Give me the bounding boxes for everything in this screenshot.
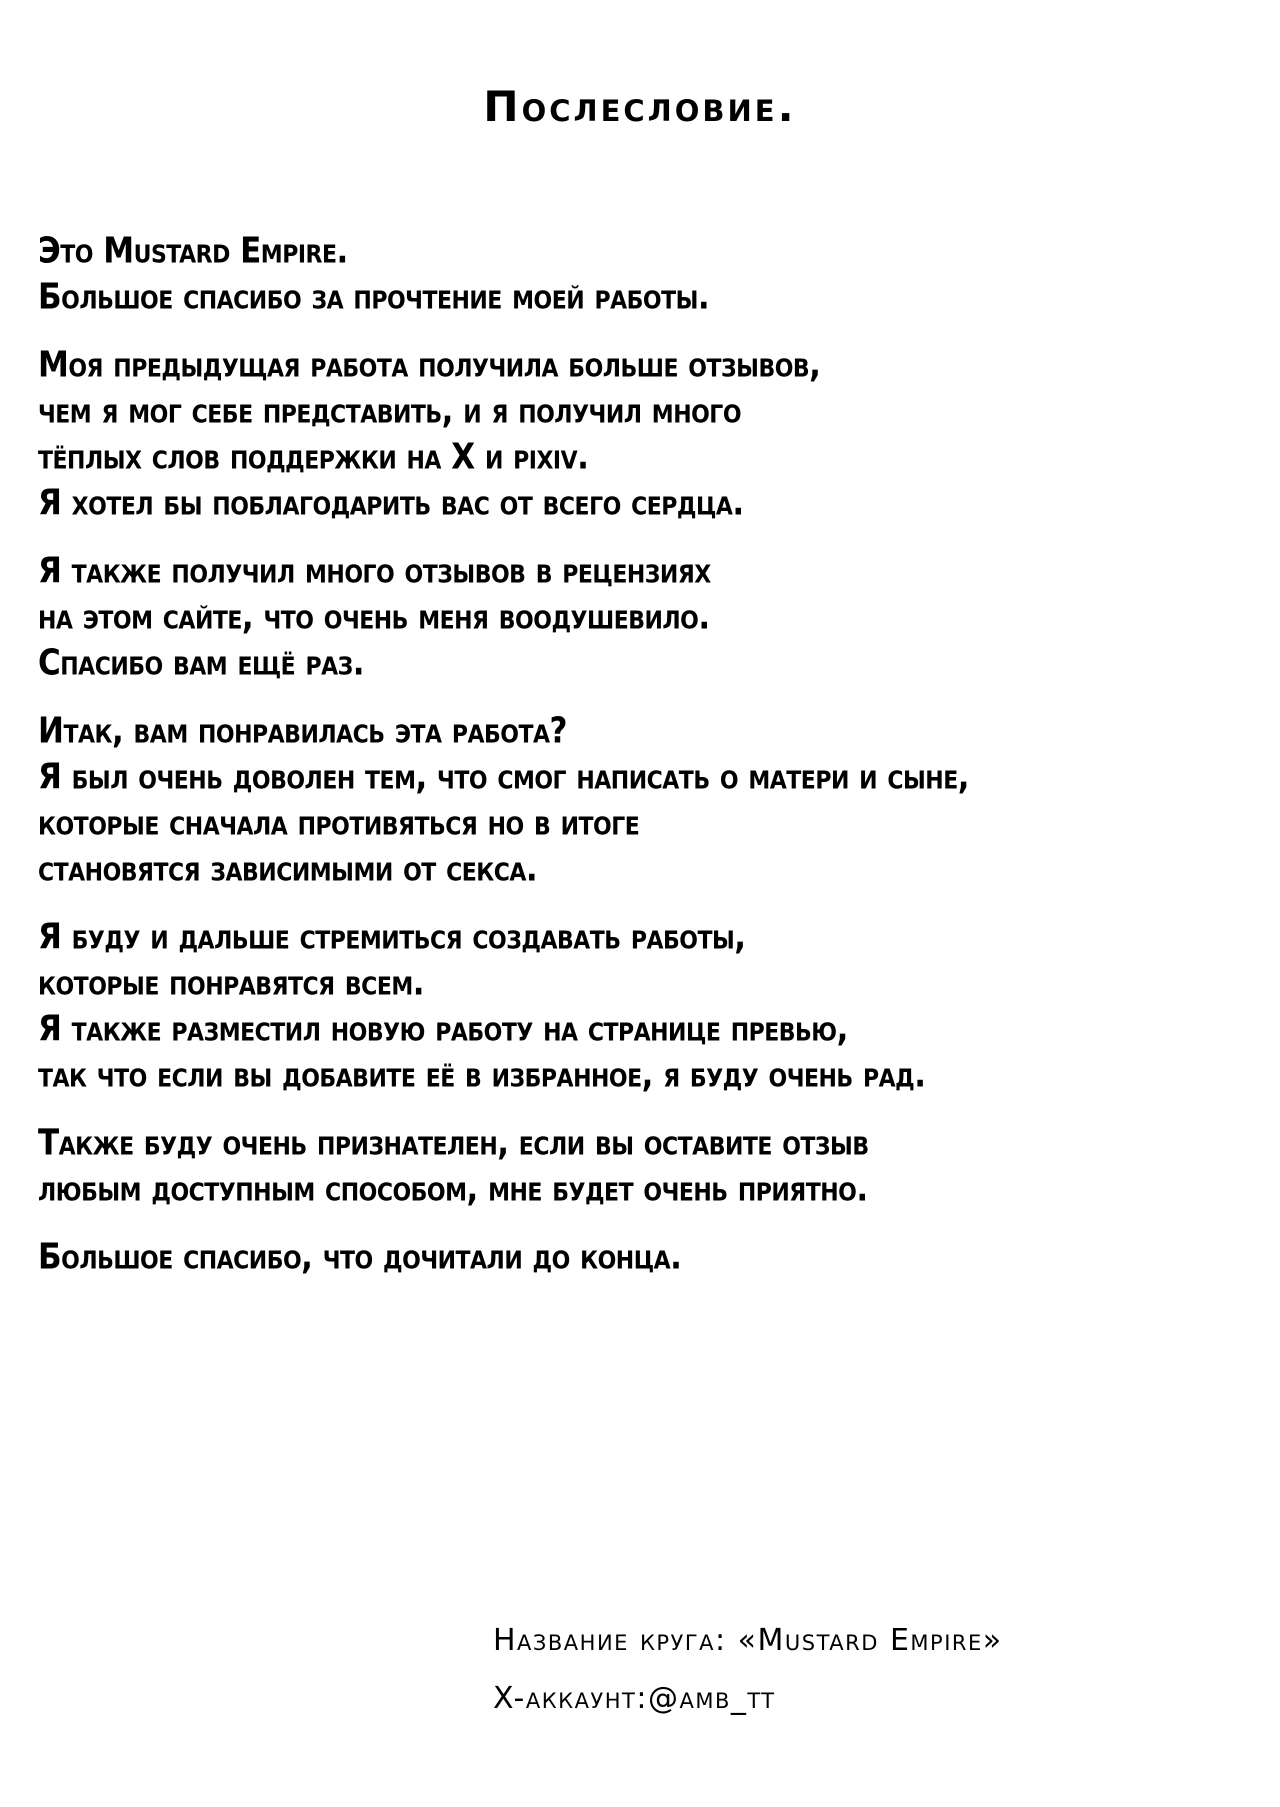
page-title: Послесловие.	[483, 82, 797, 131]
paragraph-feedback	[38, 342, 1253, 526]
text-line: которые понравятся всем.	[38, 962, 425, 1004]
text-line: Я был очень доволен тем, что смог написать о матери и сыне,	[38, 756, 970, 798]
text-line: которые сначала противяться но в итоге	[38, 802, 640, 844]
text-line: на этом сайте, что очень меня воодушевило.	[38, 596, 710, 638]
paragraph-reviews	[38, 548, 1253, 686]
text-line: Спасибо вам ещё раз.	[38, 642, 365, 684]
text-line: чем я мог себе представить, и я получил много	[38, 390, 742, 432]
text-line: Я также получил много отзывов в рецензиях	[38, 550, 711, 592]
text-line: Большое спасибо, что дочитали до конца.	[38, 1236, 682, 1278]
afterword-body	[38, 228, 1253, 1302]
text-line: Также буду очень признателен, если вы оставите отзыв	[38, 1122, 869, 1164]
paragraph-future	[38, 914, 1253, 1098]
text-line: тёплых слов поддержки на X и pixiv.	[38, 436, 589, 478]
text-line: становятся зависимыми от секса.	[38, 848, 538, 890]
paragraph-work	[38, 708, 1253, 892]
text-line: Я хотел бы поблагодарить вас от всего сердца.	[38, 482, 744, 524]
x-account: X-аккаунт:@amb_tt	[493, 1681, 776, 1716]
text-line: так что если вы добавите её в избранное, я буду очень рад.	[38, 1054, 926, 1096]
text-line: Большое спасибо за прочтение моей работы.	[38, 276, 710, 318]
text-line: Итак, вам понравилась эта работа?	[38, 710, 567, 752]
text-line: Я буду и дальше стремиться создавать работы,	[38, 916, 746, 958]
signature-block	[493, 1612, 1253, 1728]
paragraph-thanks	[38, 1234, 1253, 1280]
circle-name: Название круга: «Mustard Empire»	[493, 1623, 1003, 1658]
text-line: Это Mustard Empire.	[38, 230, 348, 272]
text-line: любым доступным способом, мне будет очень приятно.	[38, 1168, 868, 1210]
paragraph-intro	[38, 228, 1253, 320]
text-line: Моя предыдущая работа получила больше отзывов,	[38, 344, 821, 386]
text-line: Я также разместил новую работу на странице превью,	[38, 1008, 848, 1050]
paragraph-request	[38, 1120, 1253, 1212]
